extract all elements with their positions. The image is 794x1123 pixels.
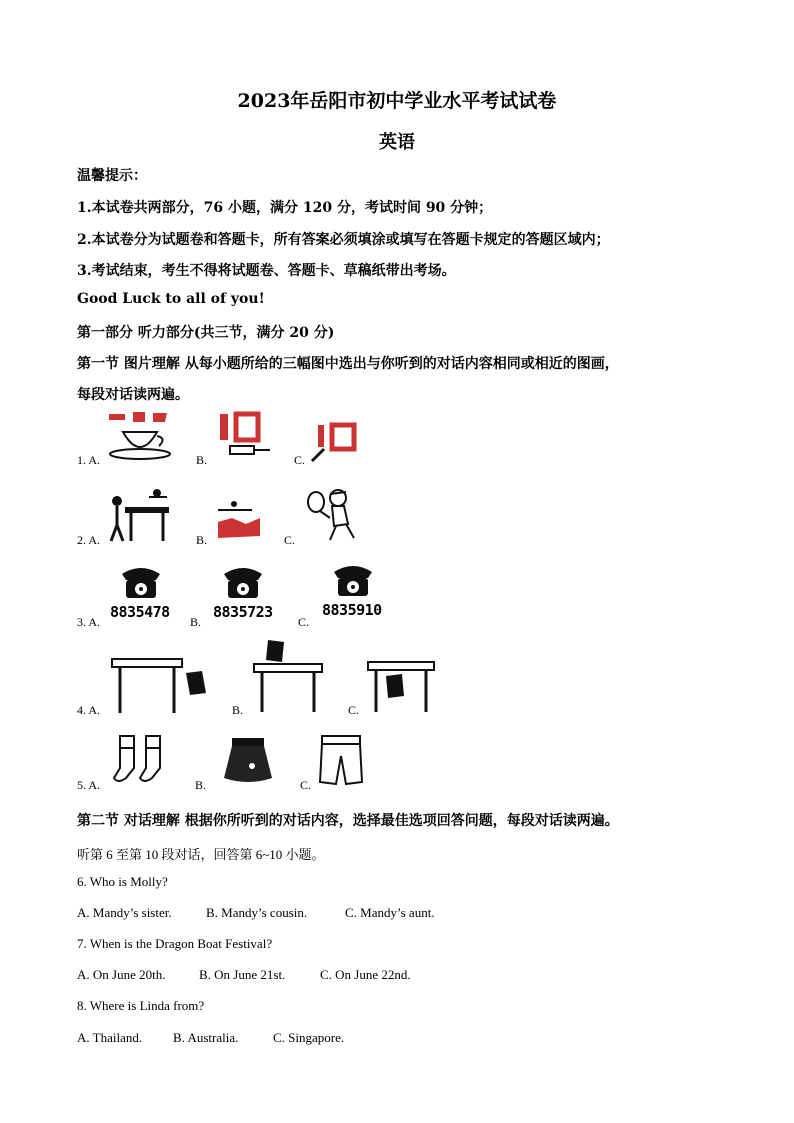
shorts-icon [318, 734, 364, 788]
tennis-player-icon [300, 484, 362, 542]
question-7: 7. When is the Dragon Boat Festival? [77, 936, 273, 951]
q5-label-c: C. [300, 778, 312, 792]
tip-item: 3.考试结束，考生不得将试题卷、答题卡、草稿纸带出考场。 [77, 263, 456, 279]
subject-title: 英语 [379, 132, 415, 153]
q1-label-c: C. [294, 453, 306, 467]
tip-item: 2.本试卷分为试题卷和答题卡，所有答案必须填涂或填写在答题卡规定的答题区域内； [77, 232, 610, 248]
phone-number-a: 8835478 [110, 603, 170, 621]
q1-label-b: B. [196, 453, 208, 467]
question-6: 6. Who is Molly? [77, 874, 168, 889]
skirt-icon [222, 734, 274, 786]
badminton-icon [212, 490, 268, 544]
q8-option-c: C. Singapore. [273, 1030, 345, 1045]
ping-pong-icon [105, 485, 177, 543]
phone-number-c: 8835910 [322, 601, 382, 619]
q2-label-c: C. [284, 533, 296, 547]
q6-option-b: B. Mandy’s cousin. [206, 905, 308, 920]
telephone-icon [220, 564, 266, 600]
tip-item: 1.本试卷共两部分，76 小题，满分 120 分，考试时间 90 分钟； [77, 200, 493, 216]
q8-option-a: A. Thailand. [77, 1030, 143, 1045]
phone-number-b: 8835723 [213, 603, 273, 621]
q1-label-a: 1. A. [77, 453, 101, 467]
q8-option-b: B. Australia. [173, 1030, 239, 1045]
q3-label-b: B. [190, 615, 202, 629]
q2-label-a: 2. A. [77, 533, 101, 547]
section2-instruction: 听第 6 至第 10 段对话，回答第 6~10 小题。 [77, 847, 325, 862]
knife-icon [308, 415, 364, 463]
q4-label-c: C. [348, 703, 360, 717]
teacup-icon [105, 410, 175, 462]
tips-heading: 温馨提示： [77, 168, 147, 184]
q3-label-a: 3. A. [77, 615, 101, 629]
cup-beside-table-icon [110, 655, 210, 715]
q7-option-c: C. On June 22nd. [320, 967, 411, 982]
q7-option-a: A. On June 20th. [77, 967, 166, 982]
q4-label-a: 4. A. [77, 703, 101, 717]
question-8: 8. Where is Linda from? [77, 998, 205, 1013]
q4-label-b: B. [232, 703, 244, 717]
section1-instruction: 第一节 图片理解 从每小题所给的三幅图中选出与你听到的对话内容相同或相近的图画， [77, 356, 619, 372]
q6-option-a: A. Mandy’s sister. [77, 905, 172, 920]
good-luck-text: Good Luck to all of you! [77, 291, 265, 307]
cup-under-table-icon [366, 658, 438, 714]
q5-label-b: B. [195, 778, 207, 792]
q5-label-a: 5. A. [77, 778, 101, 792]
section1-instruction-cont: 每段对话读两遍。 [77, 387, 189, 403]
q7-option-b: B. On June 21st. [199, 967, 286, 982]
q2-label-b: B. [196, 533, 208, 547]
section2-heading: 第二节 对话理解 根据你所听到的对话内容，选择最佳选项回答问题，每段对话读两遍。 [77, 813, 619, 829]
cup-on-table-icon [252, 638, 326, 714]
frying-pan-icon [212, 410, 272, 460]
socks-icon [112, 732, 172, 786]
telephone-icon [118, 564, 164, 600]
telephone-icon [330, 562, 376, 598]
exam-title: 2023年岳阳市初中学业水平考试试卷 [237, 90, 557, 112]
q6-option-c: C. Mandy’s aunt. [345, 905, 435, 920]
q3-label-c: C. [298, 615, 310, 629]
part1-heading: 第一部分 听力部分(共三节，满分 20 分) [77, 325, 335, 341]
